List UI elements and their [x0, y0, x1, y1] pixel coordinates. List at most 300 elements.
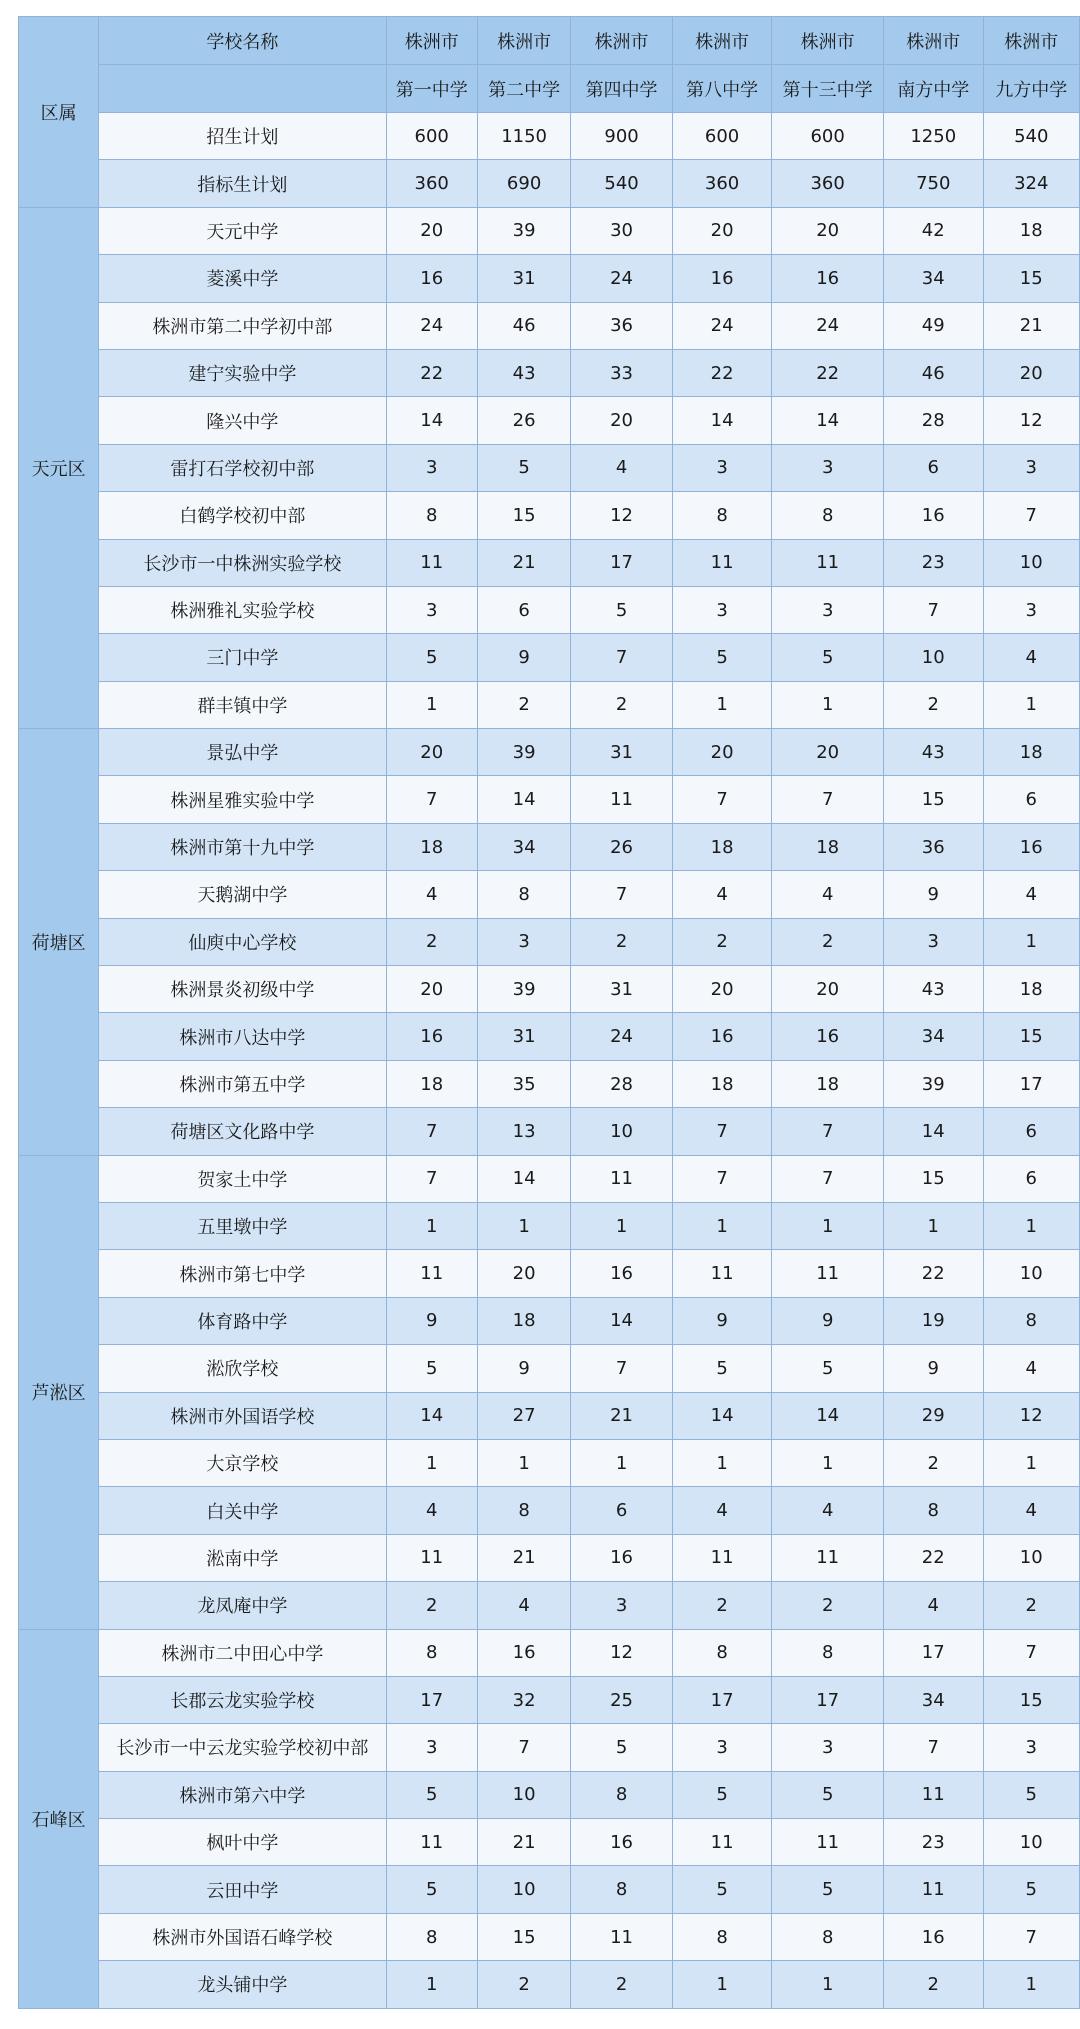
value-cell: 12 [571, 1629, 673, 1676]
school-name-cell: 菱溪中学 [99, 255, 386, 302]
value-cell: 23 [884, 539, 984, 586]
value-cell: 20 [386, 966, 477, 1013]
school-name-cell: 景弘中学 [99, 729, 386, 776]
school-header-line2: 第一中学 [386, 65, 477, 113]
value-cell: 2 [983, 1582, 1080, 1629]
value-cell: 11 [672, 539, 772, 586]
school-header-line1: 株洲市 [672, 17, 772, 65]
value-cell: 5 [672, 1345, 772, 1392]
value-cell: 20 [672, 207, 772, 254]
value-cell: 1 [772, 1202, 884, 1249]
value-cell: 15 [983, 255, 1080, 302]
table-row [19, 1060, 1080, 1107]
value-cell: 5 [772, 1771, 884, 1818]
table-row [19, 1534, 1080, 1581]
value-cell: 8 [386, 1913, 477, 1960]
value-cell: 1 [672, 1202, 772, 1249]
value-cell: 14 [386, 397, 477, 444]
school-name-header-blank [99, 65, 386, 113]
value-cell: 9 [884, 1345, 984, 1392]
school-name-cell: 体育路中学 [99, 1297, 386, 1344]
value-cell: 24 [672, 302, 772, 349]
value-cell: 39 [477, 966, 570, 1013]
school-name-cell: 株洲市外国语学校 [99, 1392, 386, 1439]
row-label: 招生计划 [99, 113, 386, 160]
value-cell: 8 [672, 492, 772, 539]
value-cell: 6 [983, 776, 1080, 823]
value-cell: 24 [571, 1013, 673, 1060]
value-cell: 8 [772, 1913, 884, 1960]
value-cell: 5 [477, 444, 570, 491]
value-cell: 7 [772, 776, 884, 823]
value-cell: 5 [672, 1771, 772, 1818]
value-cell: 4 [884, 1582, 984, 1629]
value-cell: 16 [772, 1013, 884, 1060]
school-header-line2: 第十三中学 [772, 65, 884, 113]
value-cell: 8 [386, 492, 477, 539]
value-cell: 2 [477, 681, 570, 728]
table-row [19, 1345, 1080, 1392]
value-cell: 5 [672, 1866, 772, 1913]
value-cell: 11 [386, 1819, 477, 1866]
value-cell: 8 [386, 1629, 477, 1676]
value-cell: 11 [386, 1250, 477, 1297]
school-name-cell: 三门中学 [99, 634, 386, 681]
value-cell: 3 [884, 918, 984, 965]
value-cell: 18 [386, 1060, 477, 1107]
school-name-header: 学校名称 [99, 17, 386, 65]
value-cell: 3 [477, 918, 570, 965]
value-cell: 8 [983, 1297, 1080, 1344]
value-cell: 3 [571, 1582, 673, 1629]
value-cell: 20 [672, 729, 772, 776]
school-name-cell: 长沙市一中云龙实验学校初中部 [99, 1724, 386, 1771]
value-cell: 2 [571, 681, 673, 728]
value-cell: 600 [386, 113, 477, 160]
school-name-cell: 长沙市一中株洲实验学校 [99, 539, 386, 586]
table-row [19, 397, 1080, 444]
value-cell: 7 [884, 1724, 984, 1771]
value-cell: 46 [884, 349, 984, 396]
value-cell: 2 [884, 1439, 984, 1486]
value-cell: 25 [571, 1676, 673, 1723]
value-cell: 31 [571, 966, 673, 1013]
value-cell: 1 [571, 1202, 673, 1249]
value-cell: 18 [772, 1060, 884, 1107]
value-cell: 6 [983, 1155, 1080, 1202]
value-cell: 2 [571, 918, 673, 965]
value-cell: 2 [672, 1582, 772, 1629]
value-cell: 11 [386, 539, 477, 586]
value-cell: 3 [983, 586, 1080, 633]
value-cell: 17 [386, 1676, 477, 1723]
value-cell: 10 [884, 634, 984, 681]
value-cell: 11 [772, 539, 884, 586]
table-row [19, 1250, 1080, 1297]
value-cell: 46 [477, 302, 570, 349]
value-cell: 10 [983, 1819, 1080, 1866]
value-cell: 16 [386, 1013, 477, 1060]
value-cell: 5 [386, 634, 477, 681]
value-cell: 1 [386, 1961, 477, 2008]
table-row [19, 255, 1080, 302]
value-cell: 7 [772, 1155, 884, 1202]
school-name-cell: 株洲市八达中学 [99, 1013, 386, 1060]
value-cell: 1 [672, 681, 772, 728]
table-body [19, 17, 1080, 2009]
value-cell: 4 [386, 1487, 477, 1534]
value-cell: 20 [571, 397, 673, 444]
value-cell: 39 [477, 207, 570, 254]
value-cell: 14 [884, 1108, 984, 1155]
school-header-line2: 九方中学 [983, 65, 1080, 113]
value-cell: 17 [672, 1676, 772, 1723]
value-cell: 1150 [477, 113, 570, 160]
value-cell: 8 [772, 492, 884, 539]
value-cell: 16 [772, 255, 884, 302]
value-cell: 24 [386, 302, 477, 349]
value-cell: 1 [386, 1439, 477, 1486]
value-cell: 1 [477, 1439, 570, 1486]
school-name-cell: 云田中学 [99, 1866, 386, 1913]
table-row [19, 539, 1080, 586]
value-cell: 34 [884, 1676, 984, 1723]
school-name-cell: 长郡云龙实验学校 [99, 1676, 386, 1723]
value-cell: 10 [983, 1534, 1080, 1581]
table-row [19, 776, 1080, 823]
value-cell: 540 [983, 113, 1080, 160]
value-cell: 18 [477, 1297, 570, 1344]
value-cell: 16 [571, 1534, 673, 1581]
value-cell: 9 [884, 871, 984, 918]
value-cell: 20 [672, 966, 772, 1013]
school-name-cell: 株洲市外国语石峰学校 [99, 1913, 386, 1960]
region-cell: 石峰区 [19, 1629, 99, 2008]
school-name-cell: 白鹤学校初中部 [99, 492, 386, 539]
value-cell: 7 [386, 776, 477, 823]
value-cell: 360 [772, 160, 884, 207]
value-cell: 1 [983, 1439, 1080, 1486]
value-cell: 20 [386, 207, 477, 254]
table-row [19, 634, 1080, 681]
value-cell: 3 [386, 1724, 477, 1771]
table-row [19, 1582, 1080, 1629]
value-cell: 3 [386, 444, 477, 491]
value-cell: 17 [983, 1060, 1080, 1107]
school-name-cell: 五里墩中学 [99, 1202, 386, 1249]
value-cell: 1 [983, 1202, 1080, 1249]
value-cell: 39 [477, 729, 570, 776]
value-cell: 9 [477, 1345, 570, 1392]
value-cell: 20 [772, 966, 884, 1013]
table-row [19, 1676, 1080, 1723]
value-cell: 26 [477, 397, 570, 444]
table-row [19, 302, 1080, 349]
value-cell: 3 [772, 1724, 884, 1771]
value-cell: 16 [672, 255, 772, 302]
header-row-bottom [19, 65, 1080, 113]
value-cell: 7 [386, 1108, 477, 1155]
value-cell: 28 [571, 1060, 673, 1107]
school-name-cell: 雷打石学校初中部 [99, 444, 386, 491]
value-cell: 28 [884, 397, 984, 444]
value-cell: 1 [477, 1202, 570, 1249]
region-cell-header: 区属 [19, 17, 99, 208]
school-name-cell: 大京学校 [99, 1439, 386, 1486]
value-cell: 540 [571, 160, 673, 207]
value-cell: 18 [983, 207, 1080, 254]
table-row [19, 1487, 1080, 1534]
value-cell: 7 [386, 1155, 477, 1202]
summary-row [19, 113, 1080, 160]
value-cell: 9 [672, 1297, 772, 1344]
value-cell: 15 [884, 776, 984, 823]
school-name-cell: 天鹅湖中学 [99, 871, 386, 918]
value-cell: 14 [772, 1392, 884, 1439]
value-cell: 12 [571, 492, 673, 539]
value-cell: 1250 [884, 113, 984, 160]
value-cell: 14 [386, 1392, 477, 1439]
value-cell: 1 [772, 681, 884, 728]
value-cell: 3 [983, 444, 1080, 491]
value-cell: 600 [772, 113, 884, 160]
value-cell: 16 [477, 1629, 570, 1676]
value-cell: 8 [672, 1629, 772, 1676]
value-cell: 8 [477, 1487, 570, 1534]
value-cell: 6 [983, 1108, 1080, 1155]
value-cell: 10 [477, 1866, 570, 1913]
value-cell: 5 [983, 1771, 1080, 1818]
value-cell: 22 [672, 349, 772, 396]
value-cell: 8 [571, 1866, 673, 1913]
value-cell: 4 [983, 871, 1080, 918]
school-name-cell: 荷塘区文化路中学 [99, 1108, 386, 1155]
table-row [19, 966, 1080, 1013]
value-cell: 16 [386, 255, 477, 302]
value-cell: 21 [477, 539, 570, 586]
value-cell: 3 [983, 1724, 1080, 1771]
value-cell: 7 [884, 586, 984, 633]
school-header-line1: 株洲市 [884, 17, 984, 65]
value-cell: 3 [672, 1724, 772, 1771]
table-row [19, 729, 1080, 776]
summary-row [19, 160, 1080, 207]
value-cell: 14 [772, 397, 884, 444]
value-cell: 15 [477, 492, 570, 539]
table-row [19, 1771, 1080, 1818]
value-cell: 1 [386, 681, 477, 728]
school-name-cell: 株洲市第六中学 [99, 1771, 386, 1818]
value-cell: 2 [386, 1582, 477, 1629]
value-cell: 49 [884, 302, 984, 349]
value-cell: 24 [772, 302, 884, 349]
value-cell: 7 [983, 1629, 1080, 1676]
table-row [19, 1202, 1080, 1249]
school-name-cell: 天元中学 [99, 207, 386, 254]
school-name-cell: 株洲市二中田心中学 [99, 1629, 386, 1676]
value-cell: 2 [386, 918, 477, 965]
table-row [19, 349, 1080, 396]
school-header-line2: 第四中学 [571, 65, 673, 113]
value-cell: 2 [772, 1582, 884, 1629]
value-cell: 15 [983, 1013, 1080, 1060]
school-header-line1: 株洲市 [772, 17, 884, 65]
value-cell: 30 [571, 207, 673, 254]
school-name-cell: 淞南中学 [99, 1534, 386, 1581]
school-header-line2: 南方中学 [884, 65, 984, 113]
value-cell: 18 [672, 1060, 772, 1107]
value-cell: 8 [772, 1629, 884, 1676]
value-cell: 9 [477, 634, 570, 681]
value-cell: 360 [386, 160, 477, 207]
table-row [19, 1392, 1080, 1439]
value-cell: 11 [571, 776, 673, 823]
region-cell: 荷塘区 [19, 729, 99, 1156]
value-cell: 16 [884, 1913, 984, 1960]
value-cell: 5 [772, 634, 884, 681]
value-cell: 4 [772, 871, 884, 918]
value-cell: 14 [672, 1392, 772, 1439]
table-row [19, 918, 1080, 965]
school-header-line2: 第八中学 [672, 65, 772, 113]
value-cell: 20 [772, 207, 884, 254]
school-header-line2: 第二中学 [477, 65, 570, 113]
table-row [19, 1961, 1080, 2008]
value-cell: 23 [884, 1819, 984, 1866]
value-cell: 7 [477, 1724, 570, 1771]
value-cell: 8 [571, 1771, 673, 1818]
value-cell: 10 [571, 1108, 673, 1155]
table-row [19, 1819, 1080, 1866]
value-cell: 5 [672, 634, 772, 681]
value-cell: 24 [571, 255, 673, 302]
school-name-cell: 淞欣学校 [99, 1345, 386, 1392]
value-cell: 4 [672, 871, 772, 918]
value-cell: 2 [477, 1961, 570, 2008]
value-cell: 1 [983, 681, 1080, 728]
value-cell: 10 [477, 1771, 570, 1818]
table-row [19, 1155, 1080, 1202]
school-name-cell: 白关中学 [99, 1487, 386, 1534]
value-cell: 5 [386, 1345, 477, 1392]
value-cell: 690 [477, 160, 570, 207]
value-cell: 21 [571, 1392, 673, 1439]
value-cell: 3 [386, 586, 477, 633]
table-row [19, 681, 1080, 728]
value-cell: 4 [983, 1487, 1080, 1534]
value-cell: 11 [772, 1250, 884, 1297]
value-cell: 6 [477, 586, 570, 633]
value-cell: 17 [772, 1676, 884, 1723]
value-cell: 1 [571, 1439, 673, 1486]
value-cell: 33 [571, 349, 673, 396]
school-header-line1: 株洲市 [386, 17, 477, 65]
value-cell: 5 [571, 1724, 673, 1771]
value-cell: 27 [477, 1392, 570, 1439]
value-cell: 15 [884, 1155, 984, 1202]
value-cell: 21 [477, 1534, 570, 1581]
value-cell: 26 [571, 823, 673, 870]
value-cell: 36 [571, 302, 673, 349]
school-name-cell: 龙凤庵中学 [99, 1582, 386, 1629]
value-cell: 11 [672, 1250, 772, 1297]
value-cell: 1 [983, 1961, 1080, 2008]
school-header-line1: 株洲市 [983, 17, 1080, 65]
value-cell: 2 [571, 1961, 673, 2008]
value-cell: 11 [772, 1534, 884, 1581]
table-row [19, 1108, 1080, 1155]
value-cell: 15 [983, 1676, 1080, 1723]
school-name-cell: 贺家土中学 [99, 1155, 386, 1202]
school-name-cell: 群丰镇中学 [99, 681, 386, 728]
value-cell: 16 [571, 1250, 673, 1297]
school-name-cell: 隆兴中学 [99, 397, 386, 444]
value-cell: 11 [672, 1819, 772, 1866]
quota-table [18, 16, 1080, 2009]
value-cell: 20 [386, 729, 477, 776]
value-cell: 35 [477, 1060, 570, 1107]
value-cell: 5 [772, 1345, 884, 1392]
value-cell: 6 [884, 444, 984, 491]
school-name-cell: 株洲星雅实验中学 [99, 776, 386, 823]
header-row-top [19, 17, 1080, 65]
table-row [19, 444, 1080, 491]
value-cell: 32 [477, 1676, 570, 1723]
value-cell: 9 [772, 1297, 884, 1344]
table-row [19, 871, 1080, 918]
table-row [19, 1724, 1080, 1771]
table-row [19, 586, 1080, 633]
value-cell: 31 [477, 255, 570, 302]
value-cell: 600 [672, 113, 772, 160]
school-name-cell: 株洲市第二中学初中部 [99, 302, 386, 349]
value-cell: 34 [884, 1013, 984, 1060]
table-row [19, 1629, 1080, 1676]
value-cell: 14 [477, 1155, 570, 1202]
value-cell: 14 [477, 776, 570, 823]
value-cell: 22 [884, 1250, 984, 1297]
region-cell: 天元区 [19, 207, 99, 728]
value-cell: 16 [884, 492, 984, 539]
value-cell: 15 [477, 1913, 570, 1960]
value-cell: 20 [772, 729, 884, 776]
value-cell: 1 [772, 1439, 884, 1486]
value-cell: 2 [672, 918, 772, 965]
value-cell: 34 [477, 823, 570, 870]
school-name-cell: 株洲市第五中学 [99, 1060, 386, 1107]
value-cell: 5 [386, 1771, 477, 1818]
value-cell: 14 [571, 1297, 673, 1344]
value-cell: 18 [386, 823, 477, 870]
value-cell: 1 [983, 918, 1080, 965]
value-cell: 11 [386, 1534, 477, 1581]
school-name-cell: 株洲市第十九中学 [99, 823, 386, 870]
value-cell: 11 [571, 1155, 673, 1202]
value-cell: 360 [672, 160, 772, 207]
value-cell: 21 [983, 302, 1080, 349]
value-cell: 17 [884, 1629, 984, 1676]
value-cell: 5 [983, 1866, 1080, 1913]
value-cell: 750 [884, 160, 984, 207]
value-cell: 8 [884, 1487, 984, 1534]
school-name-cell: 株洲雅礼实验学校 [99, 586, 386, 633]
value-cell: 7 [983, 1913, 1080, 1960]
value-cell: 6 [571, 1487, 673, 1534]
value-cell: 18 [672, 823, 772, 870]
value-cell: 43 [477, 349, 570, 396]
value-cell: 7 [672, 776, 772, 823]
value-cell: 22 [772, 349, 884, 396]
